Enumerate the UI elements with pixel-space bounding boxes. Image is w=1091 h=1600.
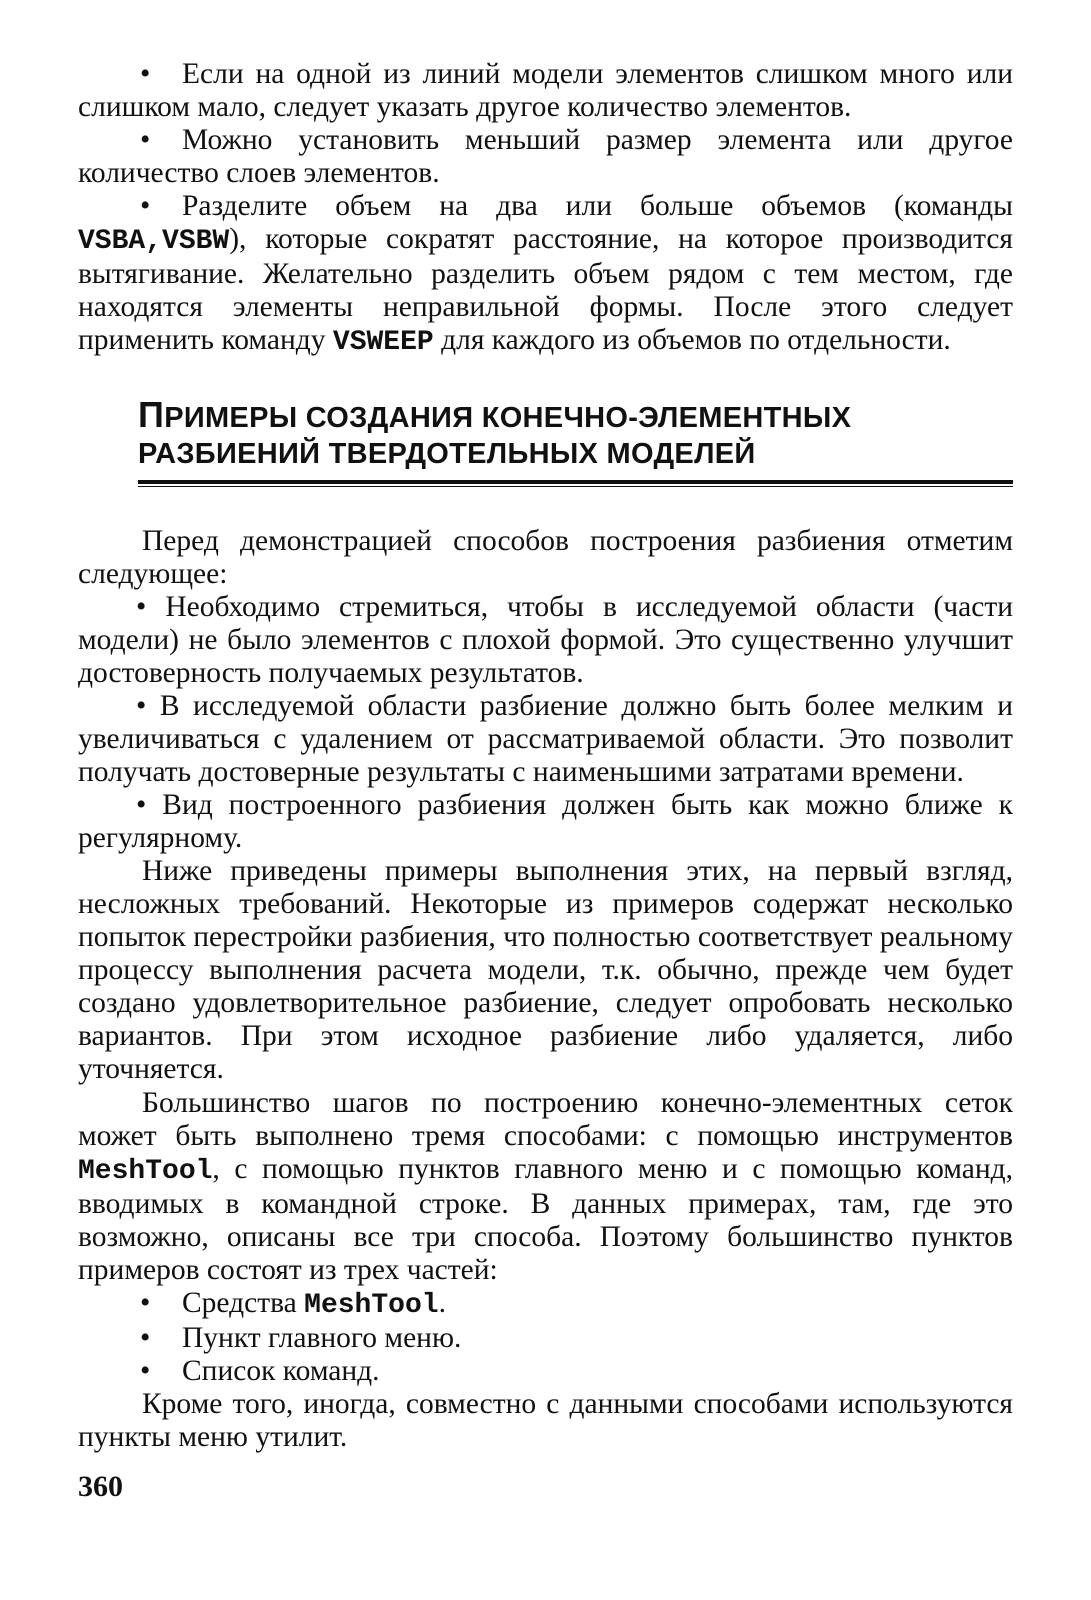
tool-name: MeshTool: [78, 1156, 213, 1187]
list-item: • Пункт главного меню.: [140, 1322, 462, 1354]
tool-name: MeshTool: [304, 1290, 439, 1321]
list-item: • Средства MeshTool.: [140, 1287, 446, 1321]
paragraph: Перед демонстрацией способов построения разбиения отметим следующее:: [78, 525, 1013, 590]
section-body: [78, 525, 1013, 1454]
paragraph: Ниже приведены примеры выполнения этих, на первый взгляд, несложных требований. Некоторые из примеров содержат несколько попыток перестройки разбиения, что полностью соответствует реальному процессу выполнения расчета модели, т.к. обычно, прежде чем будет создано удовлетворительное разбиение, следует опробовать несколько вариантов. При этом исходное разбиение либо удаляется, либо уточняется.: [78, 855, 1013, 1085]
paragraph: Большинство шагов по построению конечно-элементных сеток может быть выполнено тремя способами: с помощью инструментов MeshTool, с помощью пунктов главного меню и с помощью команд, вводимых в командной строке. В данных примерах, там, где это возможно, описаны все три способа. Поэтому большинство пунктов примеров состоят из трех частей:: [78, 1087, 1013, 1286]
page-body: [78, 58, 1013, 1454]
bullet-dot: •: [140, 1355, 151, 1387]
bullet-item: • В исследуемой области разбиение должно быть более мелким и увеличиваться с удалением от рассматриваемой области. Это позволит получать достоверные результаты с наименьшими затратами времени.: [78, 690, 1014, 788]
section-heading: [138, 394, 1013, 472]
bullet-item: • Необходимо стремиться, чтобы в исследуемой области (части модели) не было элементов с плохой формой. Это существенно улучшит достоверность получаемых результатов.: [78, 591, 1014, 689]
heading-line-2: РАЗБИЕНИЙ ТВЕРДОТЕЛЬНЫХ МОДЕЛЕЙ: [138, 438, 756, 470]
bullet-item: • Если на одной из линий модели элементов слишком много или слишком мало, следует указать другое количество элементов.: [78, 58, 1013, 123]
heading-rule-thin: [138, 486, 1013, 487]
page-number: 360: [78, 1470, 123, 1503]
bullet-dot: •: [140, 1322, 151, 1354]
bullet-dot: •: [140, 190, 151, 222]
command-code: VSBA,VSBW: [78, 226, 230, 257]
heading-rule-thick: [138, 480, 1013, 484]
bullet-item: • Вид построенного разбиения должен быть как можно ближе к регулярному.: [78, 789, 1013, 854]
command-code: VSWEEP: [332, 327, 434, 358]
paragraph: Кроме того, иногда, совместно с данными способами используются пункты меню утилит.: [78, 1388, 1013, 1453]
bullet-dot: •: [140, 124, 151, 156]
bullet-item: • Разделите объем на два или больше объемов (команды VSBA,VSBW), которые сократят расстояние, на которое производится вытягивание. Желательно разделить объем рядом с тем местом, где находятся элементы неправильной формы. После этого следует применить команду VSWEEP для каждого из объемов по отдельности.: [78, 190, 1013, 358]
bullet-item: • Можно установить меньший размер элемента или другое количество слоев элементов.: [78, 124, 1013, 189]
bullet-dot: •: [140, 1287, 151, 1319]
list-item: • Список команд.: [140, 1355, 380, 1387]
heading-line-1: ПРИМЕРЫ СОЗДАНИЯ КОНЕЧНО-ЭЛЕМЕНТНЫХ: [138, 394, 852, 435]
bullet-dot: •: [140, 58, 151, 90]
